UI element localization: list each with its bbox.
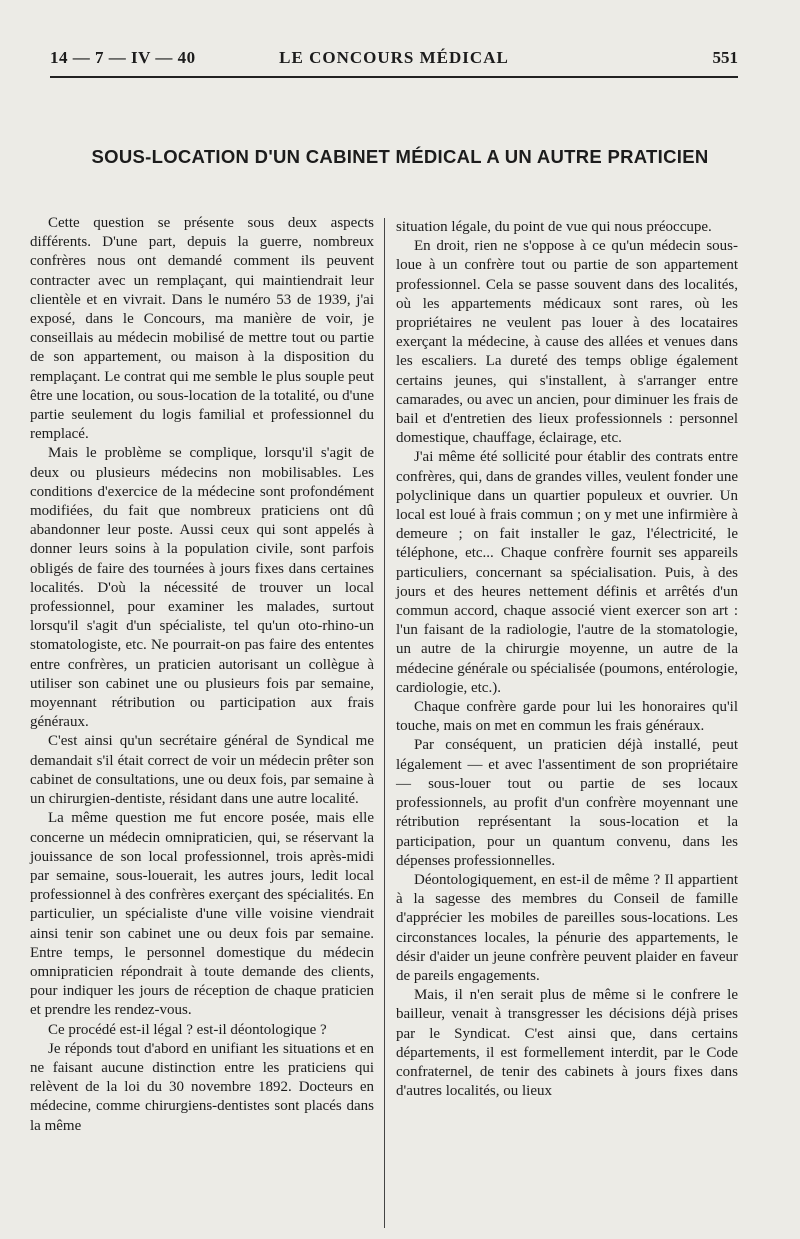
paragraph: Mais, il n'en serait plus de même si le confrere le bailleur, venait à transgresser les décisions déjà prises par le Syndicat. C'est ainsi que, dans certains départements, il est formellement interdit, par le Code confraternel, de tenir des cabinets à jours fixes dans d'autres localités, ou lieux (396, 987, 738, 1100)
paragraph: Par conséquent, un praticien déjà installé, peut légalement — et avec l'assentiment de son propriétaire — sous-louer tout ou partie de ses locaux professionnels, au profit d'un confrère moyennant une rétribution représentant la sous-location et la participation, pour un quantum convenu, dans les dépenses professionnelles. (396, 737, 738, 869)
header-rule (50, 76, 738, 78)
running-header (50, 48, 738, 76)
paragraph: En droit, rien ne s'oppose à ce qu'un médecin sous-loue à un confrère tout ou partie de son appartement professionnel. Cela se passe souvent dans des localités, où les appartements médicaux sont rares, où les propriétaires ne veulent pas louer à des locataires exerçant la médecine, à cause des allées et venues dans les escaliers. La dureté des temps oblige également certains jeunes, qui s'installent, à s'arranger entre camarades, ou avec un ancien, pour diminuer les frais de bail et d'entretien des lieux professionnels : personnel domestique, chauffage, éclairage, etc. (396, 238, 738, 447)
paragraph: Cette question se présente sous deux aspects différents. D'une part, depuis la guerre, nombreux confrères nous ont demandé comment ils peuvent contracter avec un remplaçant, qui maintiendrait leur clientèle et en vivrait. Dans le numéro 53 de 1939, j'ai exposé, dans le Concours, ma manière de voir, je conseillais au médecin mobilisé de mettre tout ou partie de son appartement, ou maison à la disposition du remplaçant. Le contrat qui me semble le plus souple peut être une location, ou sous-location de la totalité, ou d'une partie seulement du logis familial et professionnel du remplacé. (30, 215, 374, 443)
right-column (396, 218, 738, 1228)
paragraph: Je réponds tout d'abord en unifiant les situations et en ne faisant aucune distinction entre les praticiens qui relèvent de la loi du 30 novembre 1892. Docteurs en médecine, comme chirurgiens-dentistes sont placés dans la même (30, 1040, 374, 1134)
left-column (30, 214, 374, 1224)
paragraph: La même question me fut encore posée, mais elle concerne un médecin omnipraticien, qui, se réservant la jouissance de son local professionnel, trois après-midi par semaine, sous-louerait, les autres jours, ledit local professionnel à des confrères exerçant des spécialités. En particulier, un spécialiste d'une ville voisine viendrait ainsi tenir son cabinet une ou deux fois par semaine. Entre temps, le personnel domestique du médecin omnipraticien répondrait à toute demande des clients, pour indiquer les jours de réception de chaque praticien et prendre les rendez-vous. (30, 810, 374, 1019)
issue-date: 14 — 7 — IV — 40 (50, 48, 196, 67)
article-title: SOUS-LOCATION D'UN CABINET MÉDICAL A UN AUTRE PRATICIEN (91, 146, 709, 167)
paragraph: Mais le problème se complique, lorsqu'il s'agit de deux ou plusieurs médecins non mobilisables. Les conditions d'exercice de la médecine sont profondément modifiées, du fait que nombreux praticiens ont dû abandonner leur poste. Aussi ceux qui sont appelés à donner leurs soins à la population civile, sont parfois obligés de faire des tournées à jours fixes dans certaines localités. D'où la nécessité de trouver un local professionnel, pour examiner les malades, surtout lorsqu'il s'agit d'un spécialiste, tel qu'un oto-rhino-un stomatologiste, etc. Ne pourrait-on pas faire des ententes entre confrères, un praticien autorisant un collègue à utiliser son cabinet une ou plusieurs fois par semaine, moyennant rétribution ou participation aux frais généraux. (30, 445, 374, 731)
column-divider (384, 218, 385, 1228)
paragraph: C'est ainsi qu'un secrétaire général de Syndical me demandait s'il était correct de voir un médecin prêter son cabinet de consultations, une ou deux fois, par semaine à un chirurgien-dentiste, résidant dans une autre localité. (30, 733, 374, 808)
paragraph: Chaque confrère garde pour lui les honoraires qu'il touche, mais on met en commun les frais généraux. (396, 699, 738, 735)
journal-title: LE CONCOURS MÉDICAL (279, 48, 509, 67)
paragraph: Ce procédé est-il légal ? est-il déontologique ? (48, 1021, 327, 1038)
paragraph: Déontologiquement, en est-il de même ? Il appartient à la sagesse des membres du Conseil de famille d'apprécier les mobiles de pareilles sous-locations. Les circonstances locales, la pénurie des appartements, le désir d'aider un jeune confrère peuvent plaider en faveur de pareils engagements. (396, 871, 738, 984)
paragraph-continued: situation légale, du point de vue qui nous préoccupe. (396, 219, 712, 235)
page-number: 551 (712, 48, 738, 67)
paragraph: J'ai même été sollicité pour établir des contrats entre confrères, qui, dans de grandes villes, veulent fonder une polyclinique dans un quartier populeux et ouvrier. Un local est loué à frais commun ; on y met une infirmière à demeure ; on fait installer le gaz, l'électricité, le téléphone, etc... Chaque confrère fournit ses appareils particuliers, concernant sa spécialisation. Puis, à des jours et des heures nettement définis et arrêtés d'un commun accord, chaque associé vient exercer son art : l'un faisant de la radiologie, l'autre de la stomatologie, un autre de la chirurgie moyenne, un autre de la médecine générale ou spécialisée (poumons, entérologie, cardiologie, etc.). (396, 449, 738, 696)
